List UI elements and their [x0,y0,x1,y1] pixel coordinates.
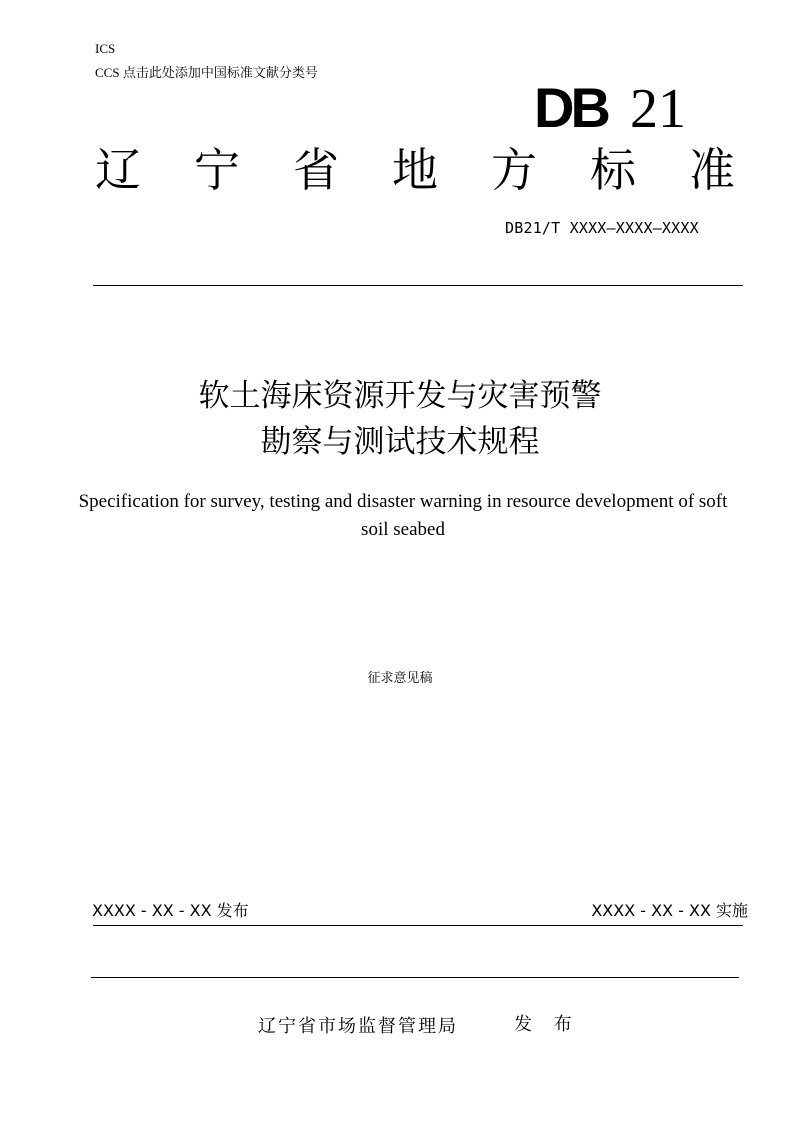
title-char: 准 [689,143,735,197]
ccs-label: CCS 点击此处添加中国标准文献分类号 [95,65,318,80]
top-divider [93,285,743,286]
standard-number: DB21/T XXXX—XXXX—XXXX [505,219,699,237]
bottom-divider [91,977,739,978]
title-char: 标 [590,143,636,197]
title-char: 辽 [95,143,141,197]
document-title-en: Specification for survey, testing and disaster warning in resource development of soft soil seabed [78,491,728,540]
logo-db-text: DB [534,82,607,136]
date-divider [93,925,743,926]
title-char: 地 [392,143,438,197]
issue-date: XXXX - XX - XX 发布 [92,901,249,920]
logo-region-code: 21 [630,82,686,136]
document-title-cn-line2: 勘察与测试技术规程 [260,424,540,460]
title-char: 宁 [194,143,240,197]
publish-label: 发 布 [514,1014,580,1035]
implementation-date: XXXX - XX - XX 实施 [591,901,748,920]
document-title-cn-line1: 软土海床资源开发与灾害预警 [198,378,602,414]
draft-status: 征求意见稿 [367,670,433,685]
ics-label: ICS [95,41,116,56]
publisher: 辽宁省市场监督管理局 [258,1016,458,1037]
title-char: 方 [491,143,537,197]
db21-logo [534,82,704,136]
title-char: 省 [293,143,339,197]
standard-title [95,140,735,200]
